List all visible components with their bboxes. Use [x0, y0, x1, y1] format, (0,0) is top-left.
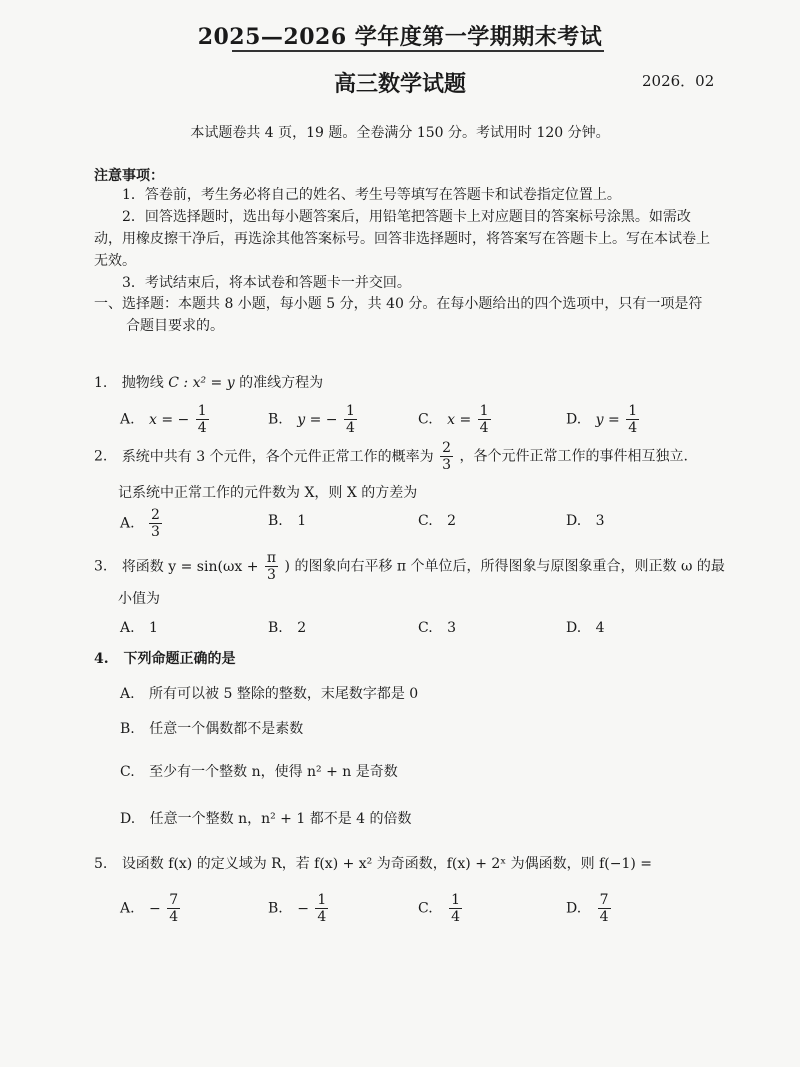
exam-info: 本试题卷共 4 页，19 题。全卷满分 150 分。考试用时 120 分钟。 — [190, 125, 610, 141]
fraction: $\frac{1}{4}$ — [317, 892, 327, 925]
q1-option-a: A. x = − $\frac{1}{4}$ — [120, 403, 207, 436]
fraction: $\frac{2}{3}$ — [151, 507, 160, 540]
fraction: $\frac{7}{4}$ — [169, 892, 179, 925]
q3-option-b: B. 2 — [268, 620, 307, 636]
question-number: 2. — [94, 448, 108, 465]
exam-date: 2026．02 — [642, 72, 715, 90]
fraction: $\frac{\pi}{3}$ — [266, 550, 277, 583]
q3-option-c: C. 3 — [418, 620, 457, 636]
question-text: 设函数 f(x) 的定义域为 R，若 f(x) + x² 为奇函数，f(x) + 2ˣ 为偶函数，则 f(−1) = — [121, 856, 653, 872]
q2-option-d: D. 3 — [566, 513, 605, 529]
q4-option-a: A. 所有可以被 5 整除的整数，末尾数字都是 0 — [120, 686, 419, 702]
q4-option-d: D. 任意一个整数 n，n² + 1 都不是 4 的倍数 — [120, 811, 412, 827]
q3-option-a: A. 1 — [120, 620, 158, 636]
q4-option-c: C. 至少有一个整数 n，使得 n² + n 是奇数 — [120, 764, 398, 780]
q1-option-c: C. x = $\frac{1}{4}$ — [418, 403, 489, 436]
notice-heading: 注意事项： — [94, 168, 164, 184]
question-text: 下列命题正确的是 — [123, 651, 236, 667]
fraction: $\frac{2}{3}$ — [442, 440, 451, 473]
notice-item: 2．回答选择题时，选出每小题答案后，用铅笔把答题卡上对应题目的答案标号涂黑。如需改动，用橡皮擦干净后，再选涂其他答案标号。回答非选择题时，将答案写在答题卡上。写在本试卷上无效。 — [94, 209, 710, 269]
q5-option-c: C. $\frac{1}{4}$ — [418, 892, 461, 925]
question-1 — [94, 372, 323, 392]
q2-option-c: C. 2 — [418, 513, 457, 529]
q1-option-d: D. y = $\frac{1}{4}$ — [566, 403, 638, 436]
question-text: 系统中共有 3 个元件，各个元件正常工作的概率为 — [121, 448, 434, 465]
question-3 — [94, 550, 725, 583]
fraction: $\frac{7}{4}$ — [599, 892, 609, 925]
question-text: ，各个元件正常工作的事件相互独立. — [459, 448, 688, 465]
notice-item: 1．答卷前，考生务必将自己的姓名、考生号等填写在答题卡和试卷指定位置上。 — [122, 187, 621, 203]
q5-option-d: D. $\frac{7}{4}$ — [566, 892, 609, 925]
question-number: 4. — [94, 651, 109, 667]
fraction: $\frac{1}{4}$ — [628, 403, 638, 436]
question-number: 3. — [94, 558, 108, 575]
question-number: 1. — [94, 375, 108, 391]
q5-option-a: A. − $\frac{7}{4}$ — [120, 892, 179, 925]
question-number: 5. — [94, 856, 108, 872]
notice-item: 3．考试结束后，将本试卷和答题卡一并交回。 — [122, 275, 411, 291]
question-3-line2: 小值为 — [118, 591, 160, 607]
question-expr: C : x² = y — [168, 375, 235, 391]
q1-option-b: B. y = − $\frac{1}{4}$ — [268, 403, 355, 436]
fraction: $\frac{1}{4}$ — [451, 892, 461, 925]
section-heading: 一、选择题：本题共 8 小题，每小题 5 分，共 40 分。在每小题给出的四个选项中，只有一项是符合题目要求的。 — [94, 296, 703, 334]
question-2 — [94, 440, 688, 473]
q2-option-b: B. 1 — [268, 513, 307, 529]
q2-option-a: A. $\frac{2}{3}$ — [120, 507, 160, 540]
question-4 — [94, 648, 236, 668]
q5-option-b: B. − $\frac{1}{4}$ — [268, 892, 327, 925]
question-text: ) 的图象向右平移 π 个单位后，所得图象与原图象重合，则正数 ω 的最 — [284, 558, 725, 575]
question-2-line2: 记系统中正常工作的元件数为 X，则 X 的方差为 — [118, 485, 418, 501]
notice-list — [94, 184, 714, 294]
question-text: 的准线方程为 — [239, 375, 324, 391]
fraction: $\frac{1}{4}$ — [479, 403, 489, 436]
question-5 — [94, 853, 652, 873]
paper-title: 高三数学试题 — [333, 71, 466, 97]
exam-title: 2025—2026 学年度第一学期期末考试 — [197, 24, 603, 50]
fraction: $\frac{1}{4}$ — [345, 403, 355, 436]
fraction: $\frac{1}{4}$ — [197, 403, 207, 436]
question-text: 将函数 y = sin(ωx + — [121, 558, 259, 575]
q3-option-d: D. 4 — [566, 620, 605, 636]
title-underline — [232, 50, 604, 52]
q4-option-b: B. 任意一个偶数都不是素数 — [120, 721, 304, 737]
question-text: 抛物线 — [121, 375, 164, 391]
